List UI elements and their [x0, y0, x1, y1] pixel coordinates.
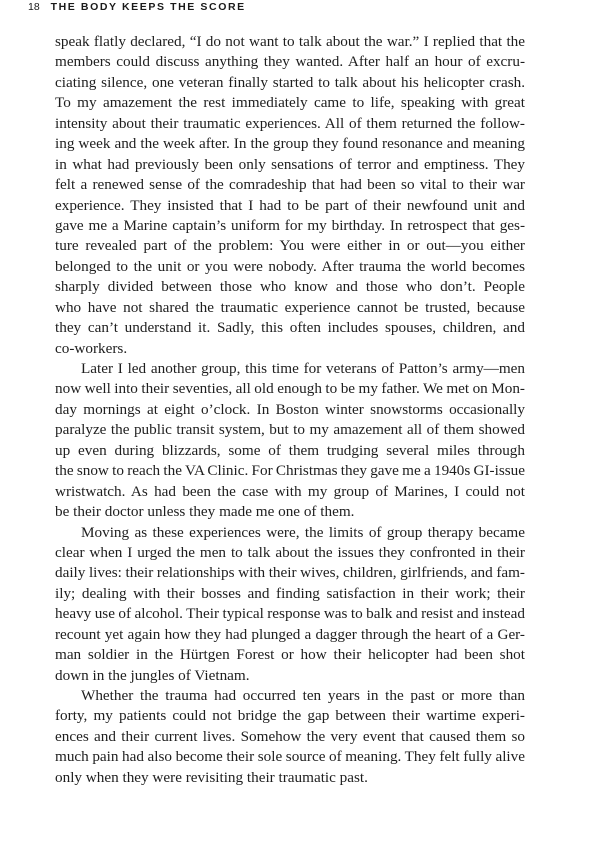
text-line: ture revealed part of the problem: You were either in or out—you either [55, 237, 525, 255]
text-line: Moving as these experiences were, the limits of group therapy became [81, 523, 525, 541]
paragraph [55, 686, 525, 788]
text-line: intensity about their traumatic experiences. All of them returned the follow- [55, 114, 525, 132]
text-line: heavy use of alcohol. Their typical response was to balk and resist and instead [55, 605, 525, 623]
text-line: co-workers. [55, 339, 128, 357]
text-line: felt a renewed sense of the comradeship that had been so vital to their war [55, 176, 525, 194]
text-line: day mornings at eight o’clock. In Boston winter snowstorms occasionally [55, 400, 525, 418]
page-number: 18 [28, 1, 40, 13]
text-line: To my amazement the rest immediately came to life, speaking with great [55, 94, 525, 112]
text-line: Later I led another group, this time for veterans of Patton’s army—men [81, 360, 525, 377]
text-line: recount yet again how they had plunged a dagger through the heart of a Ger- [55, 625, 525, 643]
text-line: ciating silence, one veteran finally started to talk about his helicopter crash. [55, 73, 525, 91]
page-header [28, 1, 246, 13]
text-line: they can’t understand it. Sadly, this often includes spouses, children, and [55, 319, 525, 337]
text-line: Whether the trauma had occurred ten years in the past or more than [81, 687, 525, 704]
text-line: ily; dealing with their bosses and finding satisfaction in their work; their [55, 584, 525, 602]
text-line: who have not shared the traumatic experience cannot be trusted, because [55, 298, 525, 316]
paragraph [55, 32, 525, 359]
text-line: up even during blizzards, some of them trudging several miles through [55, 441, 525, 459]
text-line: much pain had also become their sole source of meaning. They felt fully alive [55, 748, 525, 766]
text-line: in what had previously been only sensations of terror and emptiness. They [55, 155, 525, 173]
text-line: experience. They insisted that I had to be part of their newfound unit and [55, 196, 525, 214]
text-line: be their doctor unless they made me one of them. [55, 503, 355, 521]
running-head: THE BODY KEEPS THE SCORE [50, 1, 246, 13]
text-line: daily lives: their relationships with their wives, children, girlfriends, and fam- [55, 564, 525, 582]
text-line: now well into their seventies, all old enough to be my father. We met on Mon- [55, 380, 525, 398]
text-line: the snow to reach the VA Clinic. For Christmas they gave me a 1940s GI-issue [55, 462, 525, 480]
text-line: sharply divided between those who know and those who don’t. People [55, 278, 525, 296]
text-line: ing week and the week after. In the group they found resonance and meaning [55, 135, 525, 153]
text-line: ences and their current lives. Somehow the very event that caused them so [55, 727, 525, 745]
paragraph [55, 523, 525, 687]
text-line: belonged to the unit or you were nobody. After trauma the world becomes [55, 257, 525, 275]
text-line: forty, my patients could not bridge the gap between their wartime experi- [55, 707, 525, 725]
text-line: only when they were revisiting their traumatic past. [55, 768, 368, 786]
text-line: speak flatly declared, “I do not want to talk about the war.” I replied that the [55, 33, 525, 50]
text-line: members could discuss anything they wanted. After half an hour of excru- [55, 53, 525, 71]
text-line: wristwatch. As had been the case with my group of Marines, I could not [55, 482, 525, 500]
body-text [55, 32, 525, 788]
paragraph [55, 359, 525, 523]
text-line: man soldier in the Hürtgen Forest or how their helicopter had been shot [55, 646, 525, 664]
text-line: down in the jungles of Vietnam. [55, 666, 250, 684]
text-line: paralyze the public transit system, but to my amazement all of them showed [55, 421, 525, 439]
text-line: clear when I urged the men to talk about the issues they confronted in their [55, 543, 525, 561]
text-line: gave me a Marine captain’s uniform for my birthday. In retrospect that ges- [55, 216, 525, 234]
